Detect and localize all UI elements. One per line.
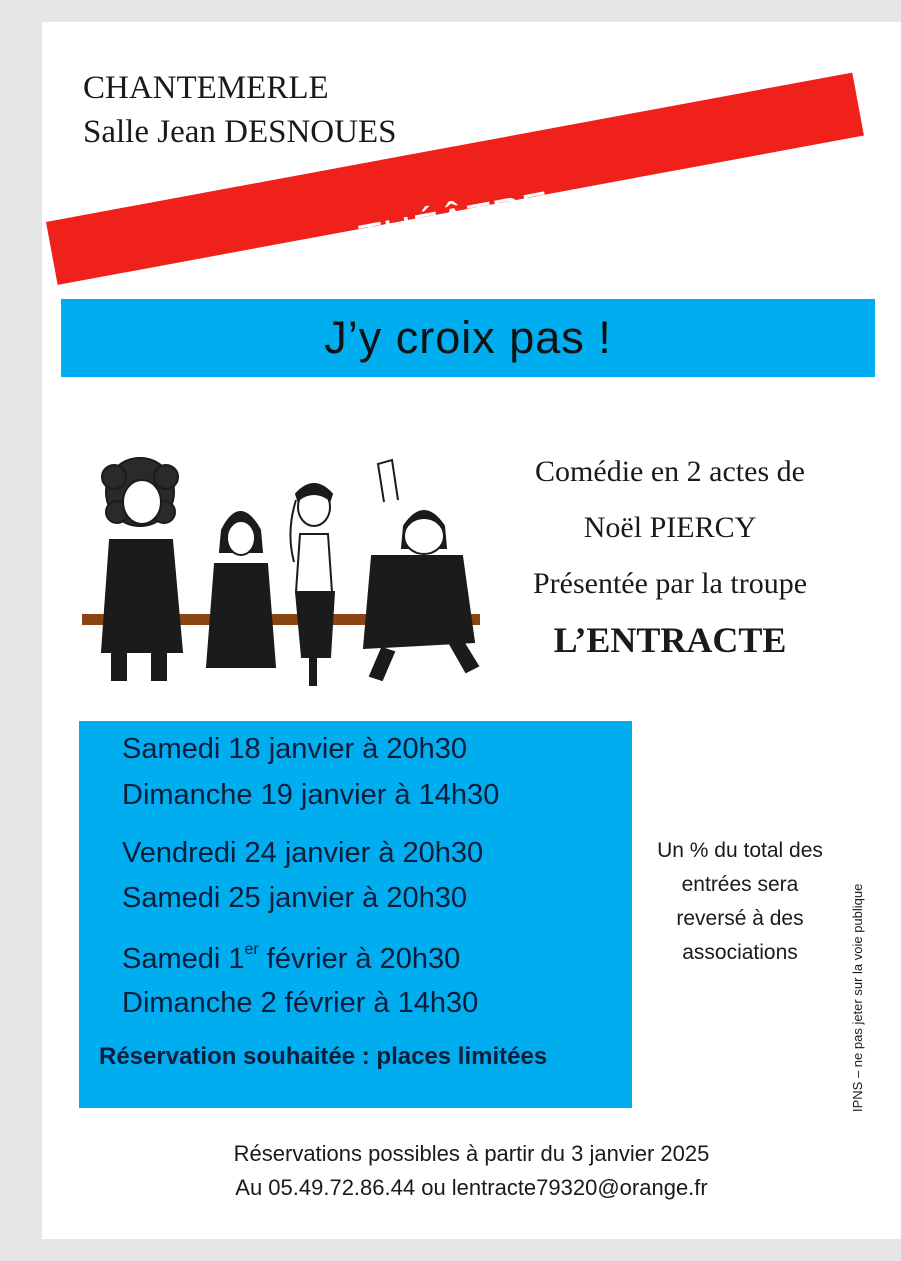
charity-line-2: entrées sera: [681, 873, 799, 896]
charity-line-4: associations: [682, 941, 798, 964]
date-line-1: Samedi 18 janvier à 20h30: [122, 733, 468, 765]
info-presented-line: Présentée par la troupe: [532, 567, 808, 600]
date-line-2: Dimanche 19 janvier à 14h30: [122, 779, 500, 811]
footer-contact[interactable]: Au 05.49.72.86.44 ou lentracte79320@orange.fr: [235, 1175, 708, 1200]
title-band: [61, 299, 875, 377]
date-line-6: Dimanche 2 février à 14h30: [122, 987, 479, 1019]
date-line-5-ordinal: er: [244, 941, 259, 958]
play-title: J’y croix pas !: [324, 312, 612, 363]
jumping-nun-figure: [364, 460, 478, 680]
play-info: [480, 444, 860, 668]
date-line-5: [122, 941, 460, 976]
footer: [42, 1137, 901, 1205]
curly-hair-woman-figure: [102, 458, 182, 680]
charity-note: [640, 834, 840, 970]
ponytail-girl-figure: [290, 484, 334, 685]
venue-name: Salle Jean DESNOUES: [83, 114, 397, 150]
charity-line-1: Un % du total des: [657, 839, 823, 862]
reservation-note: Réservation souhaitée : places limitées: [99, 1043, 548, 1070]
troupe-name: L’ENTRACTE: [553, 620, 787, 660]
genre-label: THÉÂTRE: [355, 183, 555, 263]
charity-line-3: reversé à des: [676, 907, 804, 930]
poster-sheet: [42, 22, 901, 1239]
date-line-5-rest: février à 20h30: [258, 943, 461, 975]
venue-header: [83, 66, 396, 154]
info-genre-line: Comédie en 2 actes de: [535, 455, 805, 488]
date-line-5-day: Samedi 1: [122, 943, 245, 975]
date-line-4: Samedi 25 janvier à 20h30: [122, 882, 468, 914]
small-nun-figure: [207, 512, 275, 667]
date-line-3: Vendredi 24 janvier à 20h30: [122, 837, 484, 869]
dates-box: [79, 721, 632, 1108]
footer-reservation-start: Réservations possibles à partir du 3 janvier 2025: [233, 1141, 710, 1166]
ipns-vertical-note: IPNS – ne pas jeter sur la voie publique: [850, 883, 865, 1112]
village-name: CHANTEMERLE: [83, 70, 329, 106]
author-name: Noël PIERCY: [583, 511, 757, 544]
nuns-cartoon-illustration: [82, 452, 482, 692]
